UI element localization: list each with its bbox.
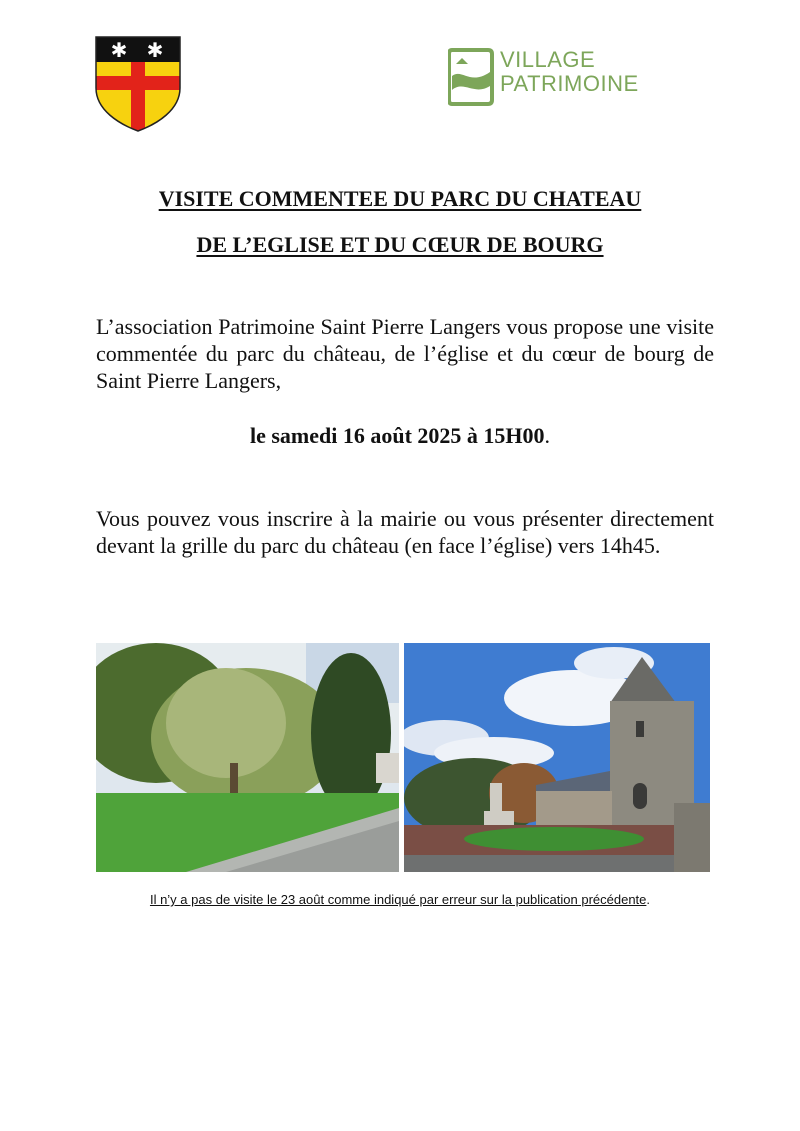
intro-paragraph: L’association Patrimoine Saint Pierre Langers vous propose une visite commentée du parc du château, de l’église et du cœur de bourg de Saint Pierre Langers,: [96, 314, 714, 393]
church-photo: [404, 643, 710, 872]
registration-paragraph: Vous pouvez vous inscrire à la mairie ou vous présenter directement devant la grille du parc du château (en face l’église) vers 14h45.: [96, 506, 714, 558]
coat-of-arms-logo: [95, 36, 181, 132]
event-date-text: le samedi 16 août 2025 à 15H00: [249, 423, 545, 448]
footer-note-punctuation: .: [646, 892, 651, 907]
logo-text-patrimoine: PATRIMOINE: [500, 71, 639, 96]
footer-note: [0, 892, 800, 907]
park-photo: [96, 643, 399, 872]
svg-text:✱: ✱: [110, 38, 128, 62]
village-patrimoine-logo: [448, 46, 668, 112]
event-date-punctuation: .: [544, 423, 551, 448]
page-title-line-2: DE L’EGLISE ET DU CŒUR DE BOURG: [196, 232, 604, 257]
footer-note-text: Il n’y a pas de visite le 23 août comme indiqué par erreur sur la publication précédente: [149, 892, 647, 907]
event-date: [0, 423, 800, 449]
page-title-line-1: VISITE COMMENTEE DU PARC DU CHATEAU: [158, 186, 642, 211]
svg-text:✱: ✱: [146, 38, 164, 62]
logo-text-village: VILLAGE: [500, 47, 596, 72]
